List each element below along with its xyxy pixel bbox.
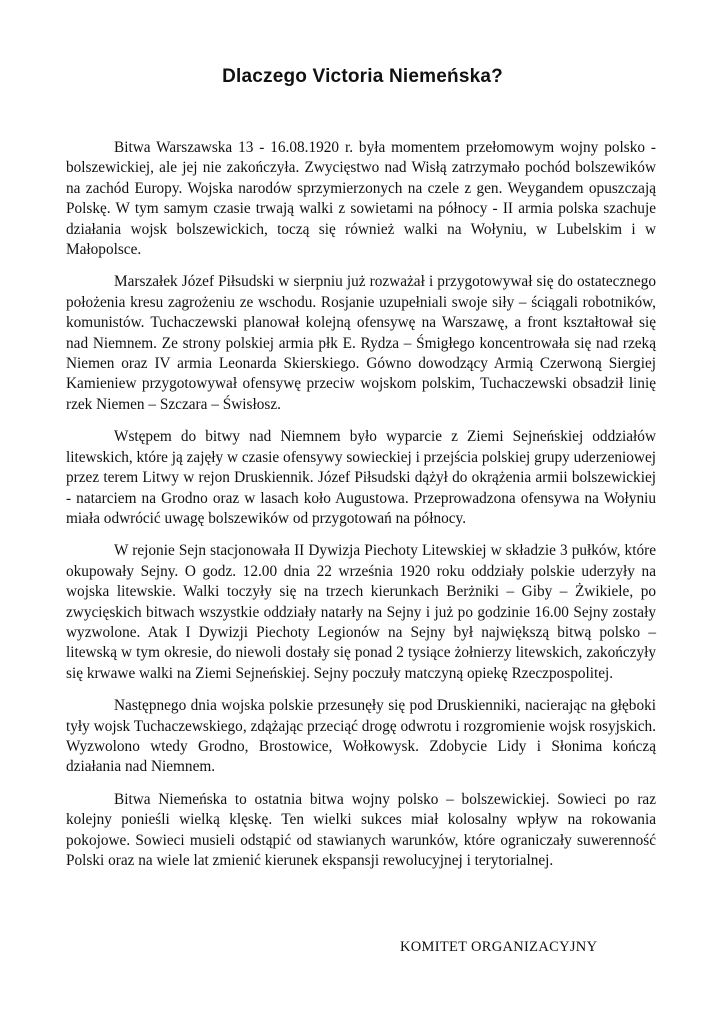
paragraph-6: Bitwa Niemeńska to ostatnia bitwa wojny polsko – bolszewickiej. Sowieci po raz kolejny ponieśli wielką klęskę. Ten wielki sukces miał kolosalny wpływ na rokowania pokojowe. Sowieci musieli odstąpić od stawianych warunków, które ograniczały suwerenność Polski oraz na wiele lat zmienić kierunek ekspansji rewolucyjnej i terytorialnej. [66,790,656,869]
paragraph-5: Następnego dnia wojska polskie przesunęły się pod Druskienniki, nacierając na głęboki tyły wojsk Tuchaczewskiego, zdążając przeciąć drogę odwrotu i rozgromienie wojsk rosyjskich. Wyzwolono wtedy Grodno, Brostowice, Wołkowysk. Zdobycie Lidy i Słonima kończą działania nad Niemnem. [66,697,656,776]
paragraph-4: W rejonie Sejn stacjonowała II Dywizja Piechoty Litewskiej w składzie 3 pułków, które okupowały Sejny. O godz. 12.00 dnia 22 września 1920 roku oddziały polskie uderzyły na wojska litewskie. Walki toczyły się na trzech kierunkach Berżniki – Giby – Żwikiele, po zwycięskich bitwach wszystkie oddziały natarły na Sejny i już po godzinie 16.00 Sejny zostały wyzwolone. Atak I Dywizji Piechoty Legionów na Sejny był największą bitwą polsko – litewską w tym okresie, do niewoli dostały się ponad 2 tysiące żołnierzy litewskich, zakończyły się krwawe walki na Ziemi Sejneńskiej. Sejny poczuły matczyną opiekę Rzeczpospolitej. [66,542,656,682]
paragraph-1: Bitwa Warszawska 13 - 16.08.1920 r. była momentem przełomowym wojny polsko - bolszewickiej, ale jej nie zakończyła. Zwycięstwo nad Wisłą zatrzymało pochód bolszewików na zachód Europy. Wojska narodów sprzymierzonych na czele z gen. Weygandem opuszczają Polskę. W tym samym czasie trwają walki z sowietami na północy - II armia polska szachuje działania wojsk bolszewickich, toczą się również walki na Wołyniu, w Lubelskim i w Małopolsce. [66,139,656,259]
paragraph-3: Wstępem do bitwy nad Niemnem było wyparcie z Ziemi Sejneńskiej oddziałów litewskich, które ją zajęły w czasie ofensywy sowieckiej i przejścia polskiej grupy uderzeniowej przez terem Litwy w rejon Druskiennik. Józef Piłsudski dążył do okrążenia armii bolszewickiej - natarciem na Grodno oraz w lasach koło Augustowa. Przeprowadzona ofensywa na Wołyniu miała odwrócić uwagę bolszewików od przygotowań na północy. [66,428,656,527]
document-title: Dlaczego Victoria Niemeńska? [222,66,503,87]
paragraph-2: Marszałek Józef Piłsudski w sierpniu już rozważał i przygotowywał się do ostatecznego położenia kresu zagrożeniu ze wschodu. Rosjanie uzupełniali swoje siły – ściągali robotników, komunistów. Tuchaczewski planował kolejną ofensywę na Warszawę, a front kształtował się nad Niemnem. Ze strony polskiej armia płk E. Rydza – Śmigłego koncentrowała się nad rzeką Niemen oraz IV armia Leonarda Skierskiego. Gówno dowodzący Armią Czerwoną Siergiej Kamieniew przygotowywał ofensywę przeciw wojskom polskim, Tuchaczewski obsadził linię rzek Niemen – Szczara – Świsłosz. [66,273,656,413]
signature: KOMITET ORGANIZACYJNY [400,939,598,955]
document-body [66,138,656,883]
